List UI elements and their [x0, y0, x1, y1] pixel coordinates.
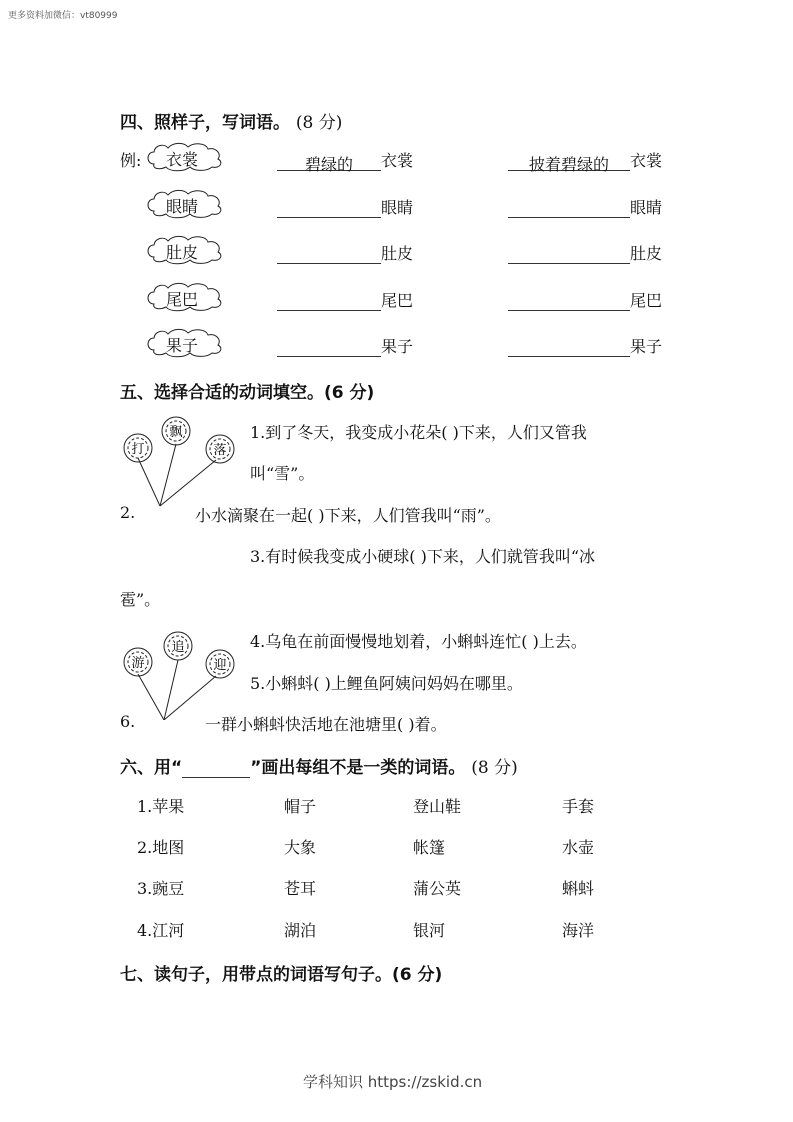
word-option[interactable]: 1.苹果: [137, 797, 185, 816]
word-option[interactable]: 手套: [562, 797, 595, 816]
section6-title-a: 六、用“: [120, 758, 183, 778]
question-5: 5.小蝌蚪( )上鲤鱼阿姨问妈妈在哪里。: [250, 674, 523, 693]
fill-blank-2[interactable]: 眼睛: [508, 195, 662, 218]
example-label: 例:: [120, 151, 142, 170]
fill-blank-2[interactable]: 肚皮: [508, 241, 662, 264]
fill-blank-1[interactable]: 眼睛: [277, 195, 413, 218]
word-option[interactable]: 海洋: [562, 921, 595, 940]
flower-cluster-1-icon: [118, 410, 248, 510]
cloud-word: 眼睛: [166, 197, 199, 216]
fill-blank-1[interactable]: 果子: [277, 334, 413, 357]
section4-title: 四、照样子，写词语。: [120, 113, 290, 133]
underline-sample: [182, 763, 250, 778]
section6-points: (8 分): [471, 758, 518, 778]
cloud-shape: [146, 142, 226, 172]
word-option[interactable]: 蒲公英: [413, 879, 462, 898]
word-option[interactable]: 帐篷: [413, 838, 446, 857]
word-option[interactable]: 登山鞋: [413, 797, 462, 816]
flower1-c: 落: [213, 443, 227, 458]
question-1b: 叫“雪”。: [250, 464, 315, 483]
watermark-text: 更多资料加微信：vt80999: [8, 11, 118, 21]
section5-title: 五、选择合适的动词填空。(6 分): [120, 383, 375, 403]
section6-title-b: ”画出每组不是一类的词语。: [250, 758, 466, 778]
cloud-word: 衣裳: [166, 150, 199, 169]
question-6: 一群小蝌蚪快活地在池塘里( )着。: [205, 715, 447, 734]
word-option[interactable]: 帽子: [284, 797, 317, 816]
footer-text: 学科知识 https://zskid.cn: [303, 1073, 483, 1091]
word-option[interactable]: 水壶: [562, 838, 595, 857]
section6-heading: [120, 753, 518, 778]
flower-cluster-2-icon: [118, 620, 248, 720]
cloud-shape: [146, 189, 226, 219]
word-option[interactable]: 蝌蚪: [562, 879, 595, 898]
cloud-word: 肚皮: [166, 243, 199, 262]
flower1-b: 飘: [169, 425, 183, 440]
fill-blank-1[interactable]: 肚皮: [277, 241, 413, 264]
word-option[interactable]: 大象: [284, 838, 317, 857]
question-3a: 3.有时候我变成小硬球( )下来，人们就管我叫“冰: [250, 547, 596, 566]
section4-heading: [120, 108, 342, 133]
flower2-a: 游: [131, 656, 145, 671]
word-option[interactable]: 苍耳: [284, 879, 317, 898]
cloud-shape: [146, 282, 226, 312]
flower1-a: 打: [131, 442, 145, 457]
fill-blank-2[interactable]: 披着碧绿的 衣裳: [508, 148, 662, 171]
word-option[interactable]: 湖泊: [284, 921, 317, 940]
cloud-word: 果子: [166, 336, 199, 355]
fill-blank-1[interactable]: 尾巴: [277, 288, 413, 311]
question-1a: 1.到了冬天，我变成小花朵( )下来，人们又管我: [250, 423, 587, 442]
flower2-b: 追: [171, 640, 185, 655]
cloud-shape: [146, 328, 226, 358]
cloud-shape: [146, 235, 226, 265]
word-option[interactable]: 4.江河: [137, 921, 185, 940]
flower2-c: 迎: [213, 658, 227, 673]
fill-blank-1[interactable]: 碧绿的 衣裳: [277, 148, 413, 171]
word-option[interactable]: 银河: [413, 921, 446, 940]
question-4: 4.乌龟在前面慢慢地划着，小蝌蚪连忙( )上去。: [250, 632, 587, 651]
question-2: 小水滴聚在一起( )下来，人们管我叫“雨”。: [195, 506, 501, 525]
question-6-number: 6.: [120, 712, 136, 731]
word-option[interactable]: 2.地图: [137, 838, 185, 857]
section4-points: (8 分): [295, 113, 343, 133]
question-3b: 雹”。: [120, 590, 161, 609]
question-2-number: 2.: [120, 503, 136, 522]
section7-title: 七、读句子，用带点的词语写句子。(6 分): [120, 965, 443, 985]
fill-blank-2[interactable]: 尾巴: [508, 288, 662, 311]
fill-blank-2[interactable]: 果子: [508, 334, 662, 357]
word-option[interactable]: 3.豌豆: [137, 879, 185, 898]
cloud-word: 尾巴: [166, 290, 199, 309]
